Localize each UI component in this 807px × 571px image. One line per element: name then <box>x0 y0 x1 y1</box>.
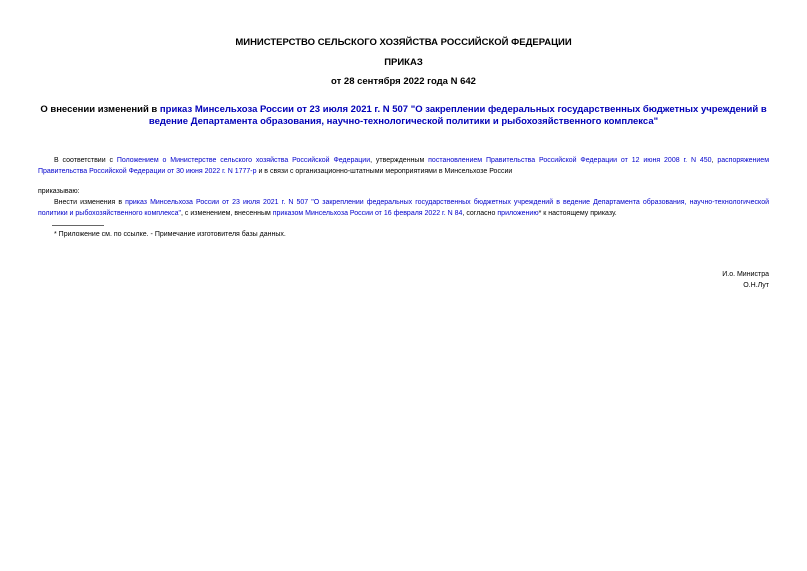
link-appendix[interactable]: приложению <box>497 210 539 217</box>
link-government-order-1777[interactable]: распоряжением Правительства Российской Федерации от 30 июня 2022 г. N 1777-р <box>38 157 770 175</box>
order-date: от 28 сентября 2022 года N 642 <box>331 76 476 87</box>
operative-text-1: Внести изменения в <box>54 199 126 206</box>
preamble-paragraph <box>38 155 769 177</box>
preamble-text-3: , <box>711 157 718 164</box>
signatory-position: И.о. Министра <box>722 271 769 278</box>
ordering-word: приказываю: <box>38 188 80 195</box>
link-regulation-ministry[interactable]: Положением о Министерстве сельского хозяйства Российской Федерации <box>116 157 371 164</box>
preamble-text-4: и в связи с организационно-штатными мероприятиями в Минсельхозе России <box>256 168 513 175</box>
operative-text-2: , с изменением, внесенным <box>181 210 273 217</box>
signature-block <box>722 269 769 291</box>
operative-text-4: * к настоящему приказу. <box>538 210 617 217</box>
title-prefix: О внесении изменений в <box>40 104 160 115</box>
footnote-text: * Приложение см. по ссылке. - Примечание изготовителя базы данных. <box>54 231 286 238</box>
footnote-divider <box>52 225 104 226</box>
operative-paragraph <box>38 197 769 219</box>
preamble-text-2: , утвержденным <box>370 157 429 164</box>
operative-text-3: , согласно <box>462 210 498 217</box>
order-label: ПРИКАЗ <box>384 57 423 68</box>
document-title <box>38 104 769 128</box>
link-order-507[interactable]: приказ Минсельхоза России от 23 июля 2021 г. N 507 "О закреплении федеральных государственных бюджетных учреждений в ведение Департамента образования, научно-технологической политики и рыбохозяйственного комплекса" <box>38 199 770 217</box>
link-order-84[interactable]: приказом Минсельхоза России от 16 февраля 2022 г. N 84 <box>272 210 463 217</box>
title-link-order-507[interactable]: приказ Минсельхоза России от 23 июля 2021 г. N 507 "О закреплении федеральных государственных бюджетных учреждений в ведение Департамента образования, научно-технологической политики и рыбохозяйственного комплекса" <box>148 104 767 127</box>
document-page <box>38 0 769 571</box>
preamble-text-1: В соответствии с <box>54 157 117 164</box>
ministry-name: МИНИСТЕРСТВО СЕЛЬСКОГО ХОЗЯЙСТВА РОССИЙСКОЙ ФЕДЕРАЦИИ <box>235 37 572 48</box>
link-government-decree-450[interactable]: постановлением Правительства Российской Федерации от 12 июня 2008 г. N 450 <box>428 157 712 164</box>
signatory-name: О.Н.Лут <box>743 282 769 289</box>
